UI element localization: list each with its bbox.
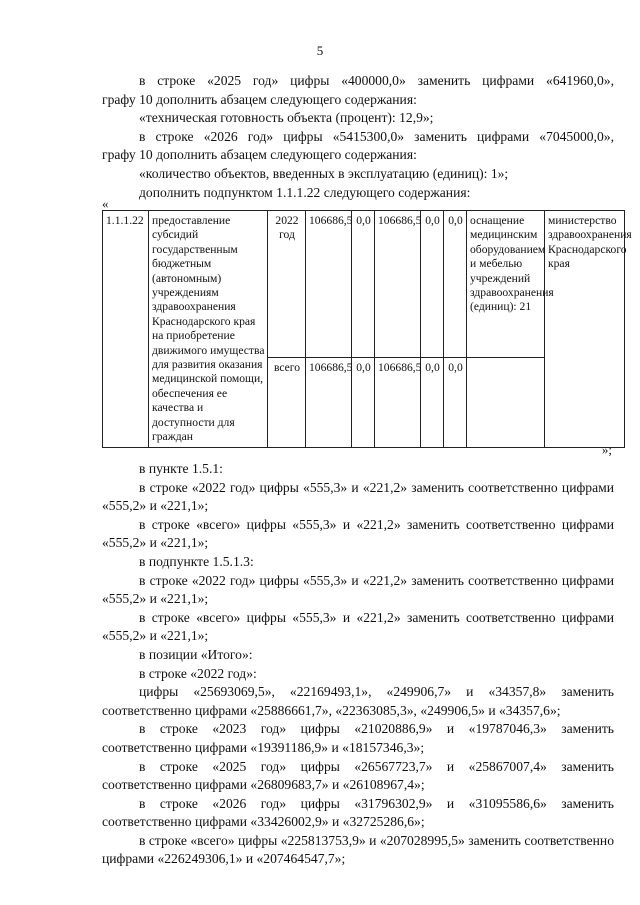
- paragraph: в строке «2022 год» цифры «555,3» и «221,2» заменить соответственно цифрами «555,2» и «221,1»;: [102, 479, 614, 514]
- paragraph: в строке «2022 год»:: [139, 665, 257, 681]
- paragraph: «техническая готовность объекта (процент): 12,9»;: [139, 110, 434, 126]
- regional-amount: 106686,5: [375, 211, 421, 358]
- federal-amount: 0,0: [352, 357, 375, 447]
- subsidy-table: [102, 210, 632, 448]
- paragraph: в подпункте 1.5.1.3:: [139, 553, 254, 569]
- paragraph: в строке «2025 год» цифры «400000,0» заменить цифрами «641960,0»,: [139, 73, 614, 88]
- paragraph: графу 10 дополнить абзацем следующего содержания:: [102, 147, 417, 163]
- paragraph: в строке «2023 год» цифры «21020886,9» и «19787046,3» заменить соответственно цифрами «19391186,9» и «18157346,3»;: [102, 721, 614, 755]
- item-code: 1.1.1.22: [103, 211, 149, 448]
- closing-quote: »;: [601, 442, 612, 457]
- paragraph: цифры «25693069,5», «22169493,1», «249906,7» и «34357,8» заменить соответственно цифрами «25886661,7», «22363085,3», «249906,5» и «34357,6»;: [102, 684, 614, 718]
- expected-result-empty: [467, 357, 545, 447]
- paragraph: в строке «2025 год» цифры «26567723,7» и «25867007,4» заменить соответственно цифрами «26809683,7» и «26108967,4»;: [102, 758, 614, 793]
- total-amount: 106686,5: [306, 357, 352, 447]
- paragraph: в строке «всего» цифры «225813753,9» и «207028995,5» заменить соответственно цифрами «226249306,1» и «207464547,7»;: [102, 832, 614, 867]
- other-amount: 0,0: [444, 357, 467, 447]
- paragraph: графу 10 дополнить абзацем следующего содержания:: [102, 91, 417, 107]
- table-row: [103, 211, 625, 358]
- amendments-block-top: [102, 72, 614, 202]
- page-number: 5: [316, 43, 324, 58]
- row-year-label: 2022 год: [268, 211, 306, 358]
- regional-amount: 106686,5: [375, 357, 421, 447]
- paragraph: в пункте 1.5.1:: [139, 461, 223, 476]
- paragraph: в строке «2026 год» цифры «31796302,9» и «31095586,6» заменить соответственно цифрами «33426002,9» и «32725286,6»;: [102, 795, 614, 830]
- paragraph: в позиции «Итого»:: [139, 646, 253, 662]
- paragraph: в строке «всего» цифры «555,3» и «221,2» заменить соответственно цифрами «555,2» и «221,1»;: [102, 516, 614, 551]
- paragraph: в строке «всего» цифры «555,3» и «221,2» заменить соответственно цифрами «555,2» и «221,1»;: [102, 609, 614, 644]
- opening-quote: «: [102, 196, 109, 211]
- paragraph: «количество объектов, введенных в эксплуатацию (единиц): 1»;: [139, 165, 509, 181]
- paragraph: дополнить подпунктом 1.1.1.22 следующего содержания:: [139, 184, 471, 200]
- federal-amount: 0,0: [352, 211, 375, 358]
- paragraph: в строке «2026 год» цифры «5415300,0» заменить цифрами «7045000,0»,: [139, 128, 614, 144]
- total-amount: 106686,5: [306, 211, 352, 358]
- executor: министерство здравоохранения Краснодарского края: [545, 211, 625, 448]
- other-amount: 0,0: [444, 211, 467, 358]
- row-year-label: всего: [268, 357, 306, 447]
- expected-result: оснащение медицинским оборудованием и мебелью учреждений здравоохранения (единиц): 21: [467, 211, 545, 358]
- local-amount: 0,0: [421, 211, 444, 358]
- paragraph: в строке «2022 год» цифры «555,3» и «221,2» заменить соответственно цифрами «555,2» и «221,1»;: [102, 572, 614, 607]
- item-description: предоставление субсидий государственным бюджетным (автономным) учреждениям здравоохранения Краснодарского края на приобретение движимого имущества для развития оказания медицинской помощи, обеспечения ее качества и доступности для граждан: [149, 211, 268, 448]
- amendments-block-bottom: [102, 460, 614, 869]
- local-amount: 0,0: [421, 357, 444, 447]
